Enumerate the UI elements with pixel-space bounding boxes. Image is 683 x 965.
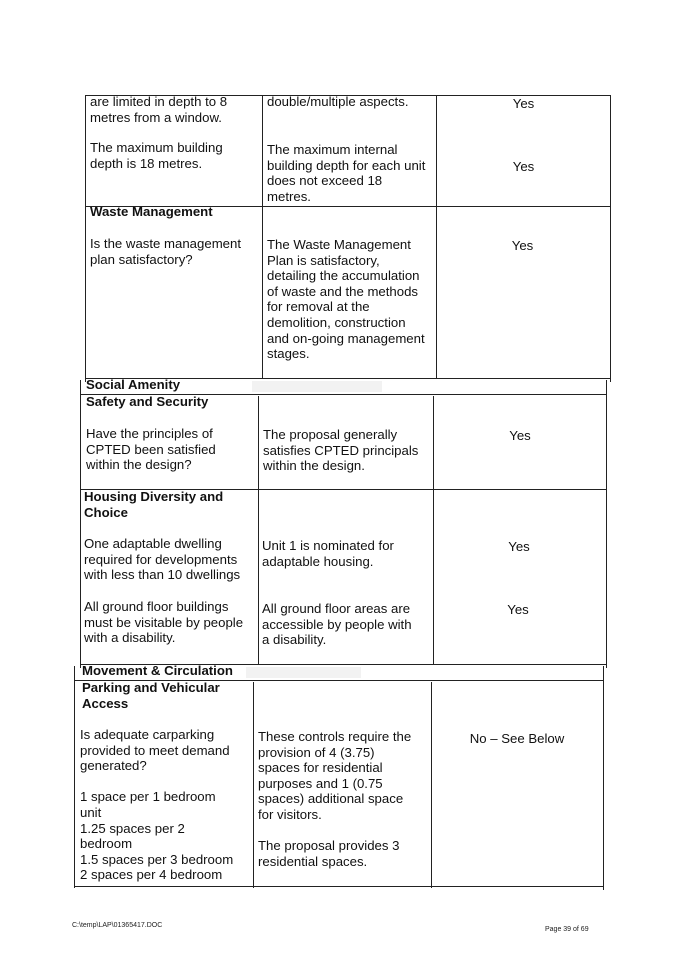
compliance-cell: Yes: [509, 428, 531, 443]
compliance-cell: Yes: [507, 602, 529, 617]
compliance-cell: Yes: [512, 159, 535, 174]
table-border-right: [603, 666, 604, 890]
comment-cell: double/multiple aspects.: [267, 94, 409, 109]
footer-file-path: C:\temp\LAP\01365417.DOC: [72, 922, 163, 929]
criteria-cell: The maximum building depth is 18 metres.: [90, 140, 223, 171]
row-rule: [74, 886, 604, 887]
column-divider: [262, 95, 263, 378]
criteria-cell: are limited in depth to 8 metres from a window.: [90, 94, 228, 125]
section-title: Movement & Circulation: [82, 663, 233, 678]
column-divider: [253, 682, 254, 888]
column-divider: [258, 396, 259, 664]
scan-smudge: [246, 667, 361, 678]
table-border-left: [85, 95, 86, 382]
compliance-cell: No – See Below: [469, 731, 565, 746]
criteria-cell: Have the principles of CPTED been satisfied within the design?: [86, 426, 216, 473]
comment-cell: The maximum internal building depth for each unit does not exceed 18 metres.: [267, 142, 426, 204]
criteria-cell: Is the waste management plan satisfactory?: [90, 236, 242, 267]
criteria-cell: All ground floor buildings must be visitable by people with a disability.: [84, 599, 244, 646]
comment-cell: The proposal generally satisfies CPTED principals within the design.: [263, 427, 419, 474]
section-heading: Housing Diversity and Choice: [84, 489, 224, 520]
comment-cell: The Waste Management Plan is satisfactory, detailing the accumulation of waste and the methods for removal at the demolition, construction and on-going management stages.: [267, 237, 425, 362]
criteria-cell: Is adequate carparking provided to meet demand generated? 1 space per 1 bedroom unit 1.25 spaces per 2 bedroom 1.5 spaces per 3 bedroom 2 spaces per 4 bedroom: [80, 727, 234, 883]
criteria-cell: One adaptable dwelling required for developments with less than 10 dwellings: [84, 536, 241, 583]
table-border-right: [606, 380, 607, 668]
section-heading: Parking and Vehicular Access: [82, 680, 220, 711]
table-border-right: [610, 95, 611, 382]
section-heading: Waste Management: [90, 204, 213, 219]
footer-page-number: Page 39 of 69: [545, 926, 589, 933]
table-border-left: [80, 380, 81, 668]
table-border-left: [74, 666, 75, 888]
section-heading: Safety and Security: [86, 394, 209, 409]
column-divider: [436, 95, 437, 378]
scan-smudge: [252, 381, 382, 392]
comment-cell: All ground floor areas are accessible by people with a disability.: [262, 601, 412, 648]
compliance-cell: Yes: [511, 238, 534, 253]
compliance-cell: Yes: [508, 539, 530, 554]
comment-cell: These controls require the provision of 4 (3.75) spaces for residential purposes and 1 (0.75 spaces) additional space for visitors. The proposal provides 3 residential spaces.: [258, 729, 412, 869]
column-divider: [431, 682, 432, 888]
section-title: Social Amenity: [86, 377, 181, 392]
compliance-cell: Yes: [512, 96, 535, 111]
comment-cell: Unit 1 is nominated for adaptable housing.: [262, 538, 394, 569]
